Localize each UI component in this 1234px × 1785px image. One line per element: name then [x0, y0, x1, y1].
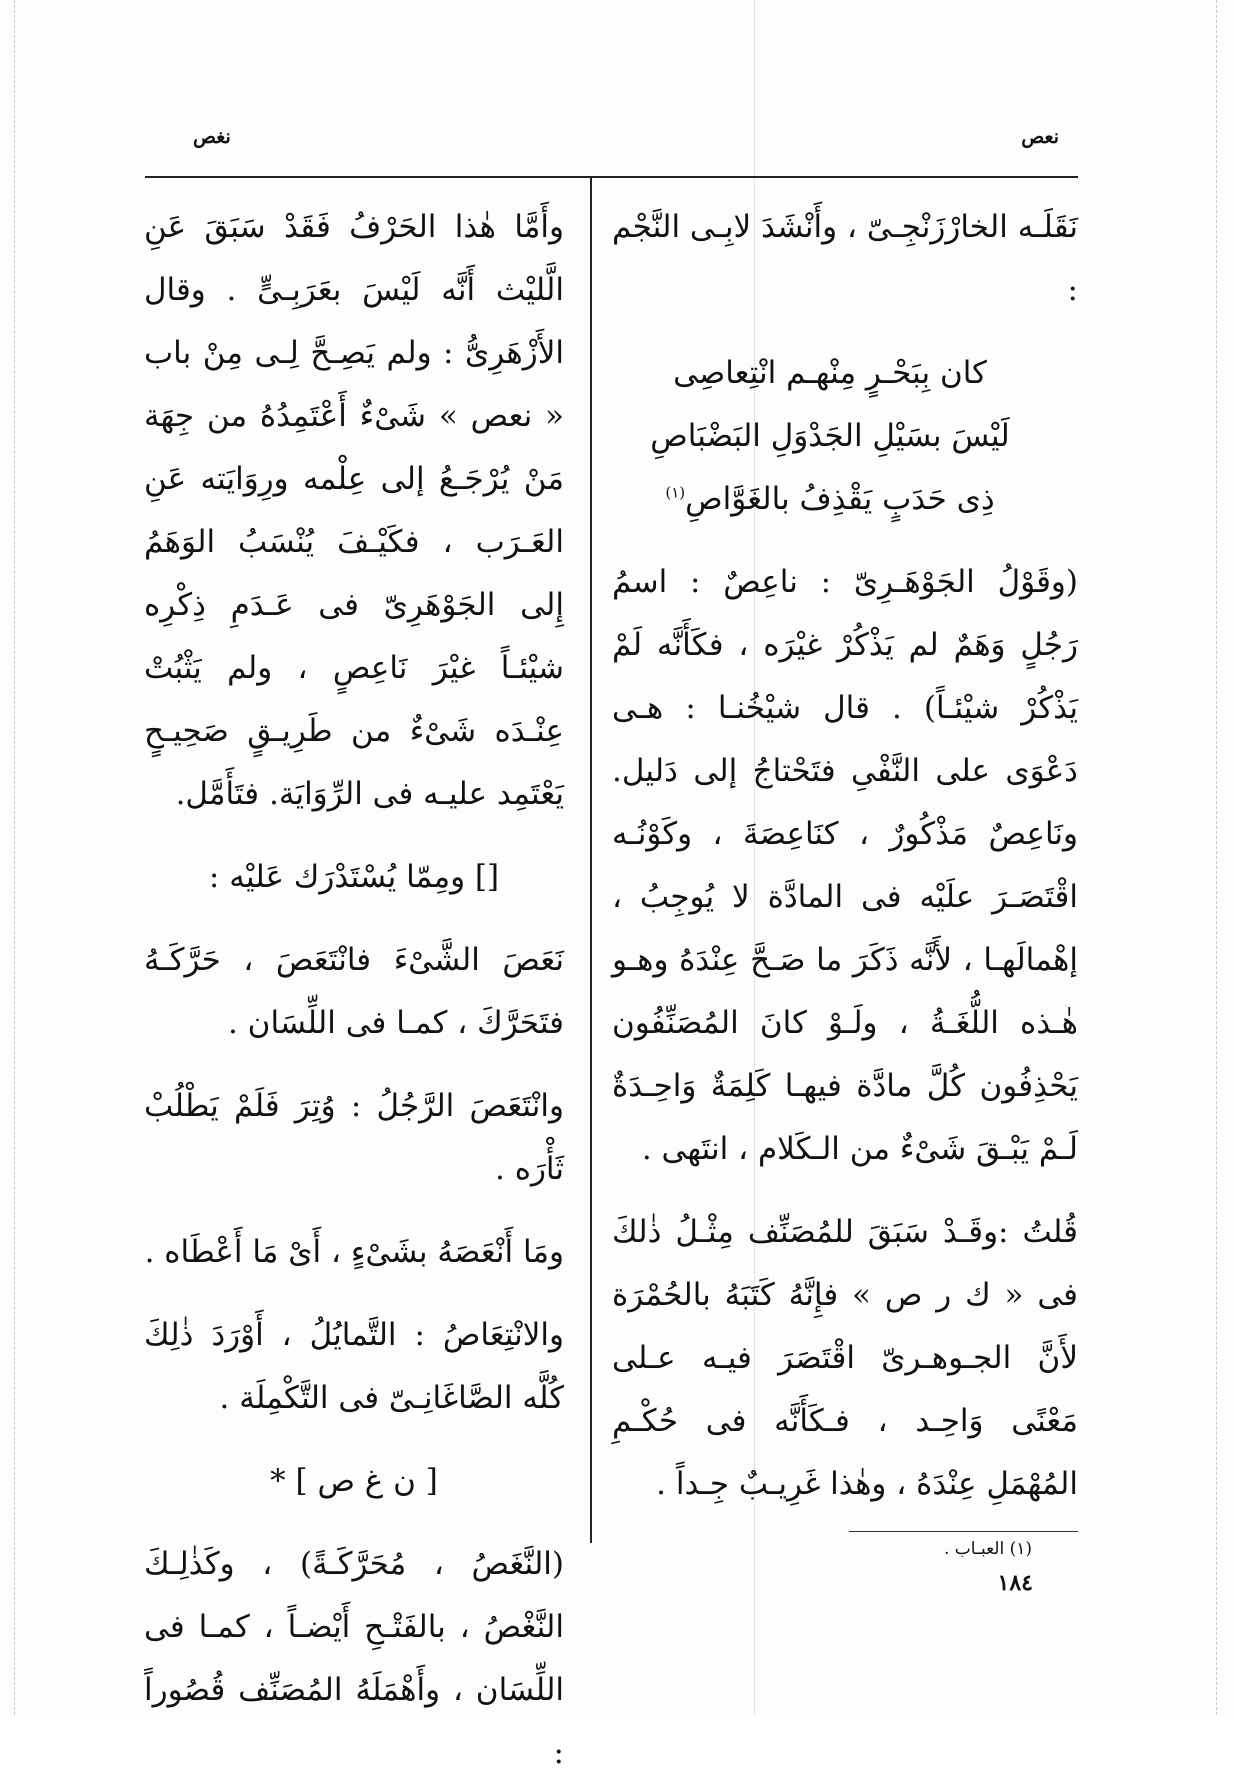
left-paragraph-2: نَعَصَ الشَّىْءَ فانْتَعَصَ ، حَرَّكَـهُ فتَحَرَّكَ ، كمـا فى اللِّسَان .	[144, 942, 564, 1041]
left-paragraph-3: وانْتَعَصَ الرَّجُلُ : وُتِرَ فَلَمْ يَطْلُبْ ثَأْرَه .	[144, 1088, 564, 1187]
left-paragraph-4: ومَا أَنْعَصَهُ بشَىْءٍ ، أَىْ مَا أَعْطَاه .	[144, 1234, 564, 1270]
verse-line-3-text: ذِى حَدَبٍ يَقْذِفُ بالغَوَّاصِ	[685, 481, 995, 517]
mustadrak-heading: [] ومِمّا يُسْتَدْرَك عَليْه :	[208, 859, 500, 895]
running-header-left: نغص	[193, 126, 231, 148]
scan-fold-line-right	[1216, 0, 1217, 1715]
left-paragraph-6: (النَّغَصُ ، مُحَرَّكَـةً) ، وكَذٰلِـكَ النَّغْصُ ، بالفَتْـحِ أَيْضـاً ، كمـا فى اللِّسَان ، وأَهْمَلَهُ المُصَنِّف قُصُوراً :	[144, 1546, 564, 1771]
right-intro: نَقَلَـه الخارْزَنْجِـىّ ، وأَنْشَدَ لابِـى النَّجْم :	[612, 209, 1078, 308]
left-paragraph-1: وأَمَّا هٰذا الحَرْفُ فَقَدْ سَبَقَ عَنِ الَّليْث أَنَّه لَيْسَ بعَرَبِـىٍّ . وقال الأَزْهَرِىُّ : ولم يَصِـحَّ لِـى مِنْ باب « نعص » شَىْءٌ أَعْتَمِدُهُ من جِهَة مَنْ يُرْجَـعُ إلى عِلْمه ورِوَايَته عَنِ العَـرَب ، فكَيْـفَ يُنْسَبُ الوَهَمُ إِلى الجَوْهَرِىّ فى عَـدَمِ ذِكْرِه شيْئـاً غيْرَ نَاعِصٍ ، ولم يَثْبُتْ عِنْـدَه شَىْءٌ من طَرِيـقٍ صَحِيـحٍ يَعْتَمِد عليـه فى الرِّوَايَة. فتَأَمَّل.	[144, 209, 564, 812]
footnote-rule	[849, 1531, 1078, 1532]
verse-line-3	[612, 468, 1078, 531]
right-paragraph-2: قُلتُ :وقَـدْ سَبَقَ للمُصَنِّف مِثْـلُ ذٰلكَ فى « ك ر ص » فإِنَّهُ كَتَبَهُ بالحُمْرَة لأَنَّ الجـوهـرىّ اقْتَصَرَ فيـه عـلى مَعْنًى وَاحِـد ، فـكَأَنَّه فى حُكْـمِ المُهْمَلِ عِنْدَهُ ، وهٰذا غَرِيـبٌ جِـداً .	[612, 1214, 1078, 1502]
column-divider	[590, 178, 592, 1543]
scan-fold-line-left	[14, 0, 15, 1715]
left-column	[144, 196, 564, 1785]
footnote-ref: (١)	[665, 483, 686, 502]
footnote: (١) العبـاب .	[943, 1539, 1032, 1559]
running-header-right: نعص	[1021, 126, 1059, 148]
right-column	[612, 196, 1078, 1516]
verse-line-2: لَيْسَ بسَيْلِ الجَدْوَلِ البَضْبَاصِ	[650, 418, 1010, 454]
left-paragraph-5: والانْتِعَاصُ : التَّمايُلُ ، أَوْرَدَ ذٰلِكَ كُلَّه الصَّاغَانِـىّ فى التَّكْمِلَة .	[144, 1317, 564, 1416]
root-heading: [ ن غ ص ] *	[270, 1463, 438, 1499]
right-paragraph-1: (وقَوْلُ الجَوْهَـرِىّ : ناعِصٌ : اسمُ رَجُلٍ وَهَمٌ لم يَذْكُرْ غيْرَه ، فكَأَنَّه لَمْ يَذْكُرْ شيْئـاً) . قال شيْخُنـا : هـى دَعْوَى على النَّفْىِ فتَحْتاجُ إلى دَليل. ونَاعِصٌ مَذْكُورٌ ، كنَاعِصَةَ ، وكَوْنُـه اقْتَصَـرَ علَيْه فى المادَّة لا يُوجِبُ ، إهْمالَهـا ، لأَنَّه ذَكَرَ ما صَـحَّ عِنْدَهُ وهـو هٰـذه اللُّغَـةُ ، ولَـوْ كانَ المُصَنِّفُون يَحْذِفُون كُلَّ مادَّة فيهـا كَلِمَةٌ وَاحِـدَةٌ لَـمْ يَبْـقَ شَىْءٌ من الـكَلام ، انتَهى .	[612, 564, 1078, 1167]
verse-line-1: كان بِبَحْـرٍ مِنْهـم انْتِعاصِى	[673, 355, 987, 391]
header-rule	[145, 176, 1078, 178]
page-number: ١٨٤	[997, 1570, 1033, 1596]
